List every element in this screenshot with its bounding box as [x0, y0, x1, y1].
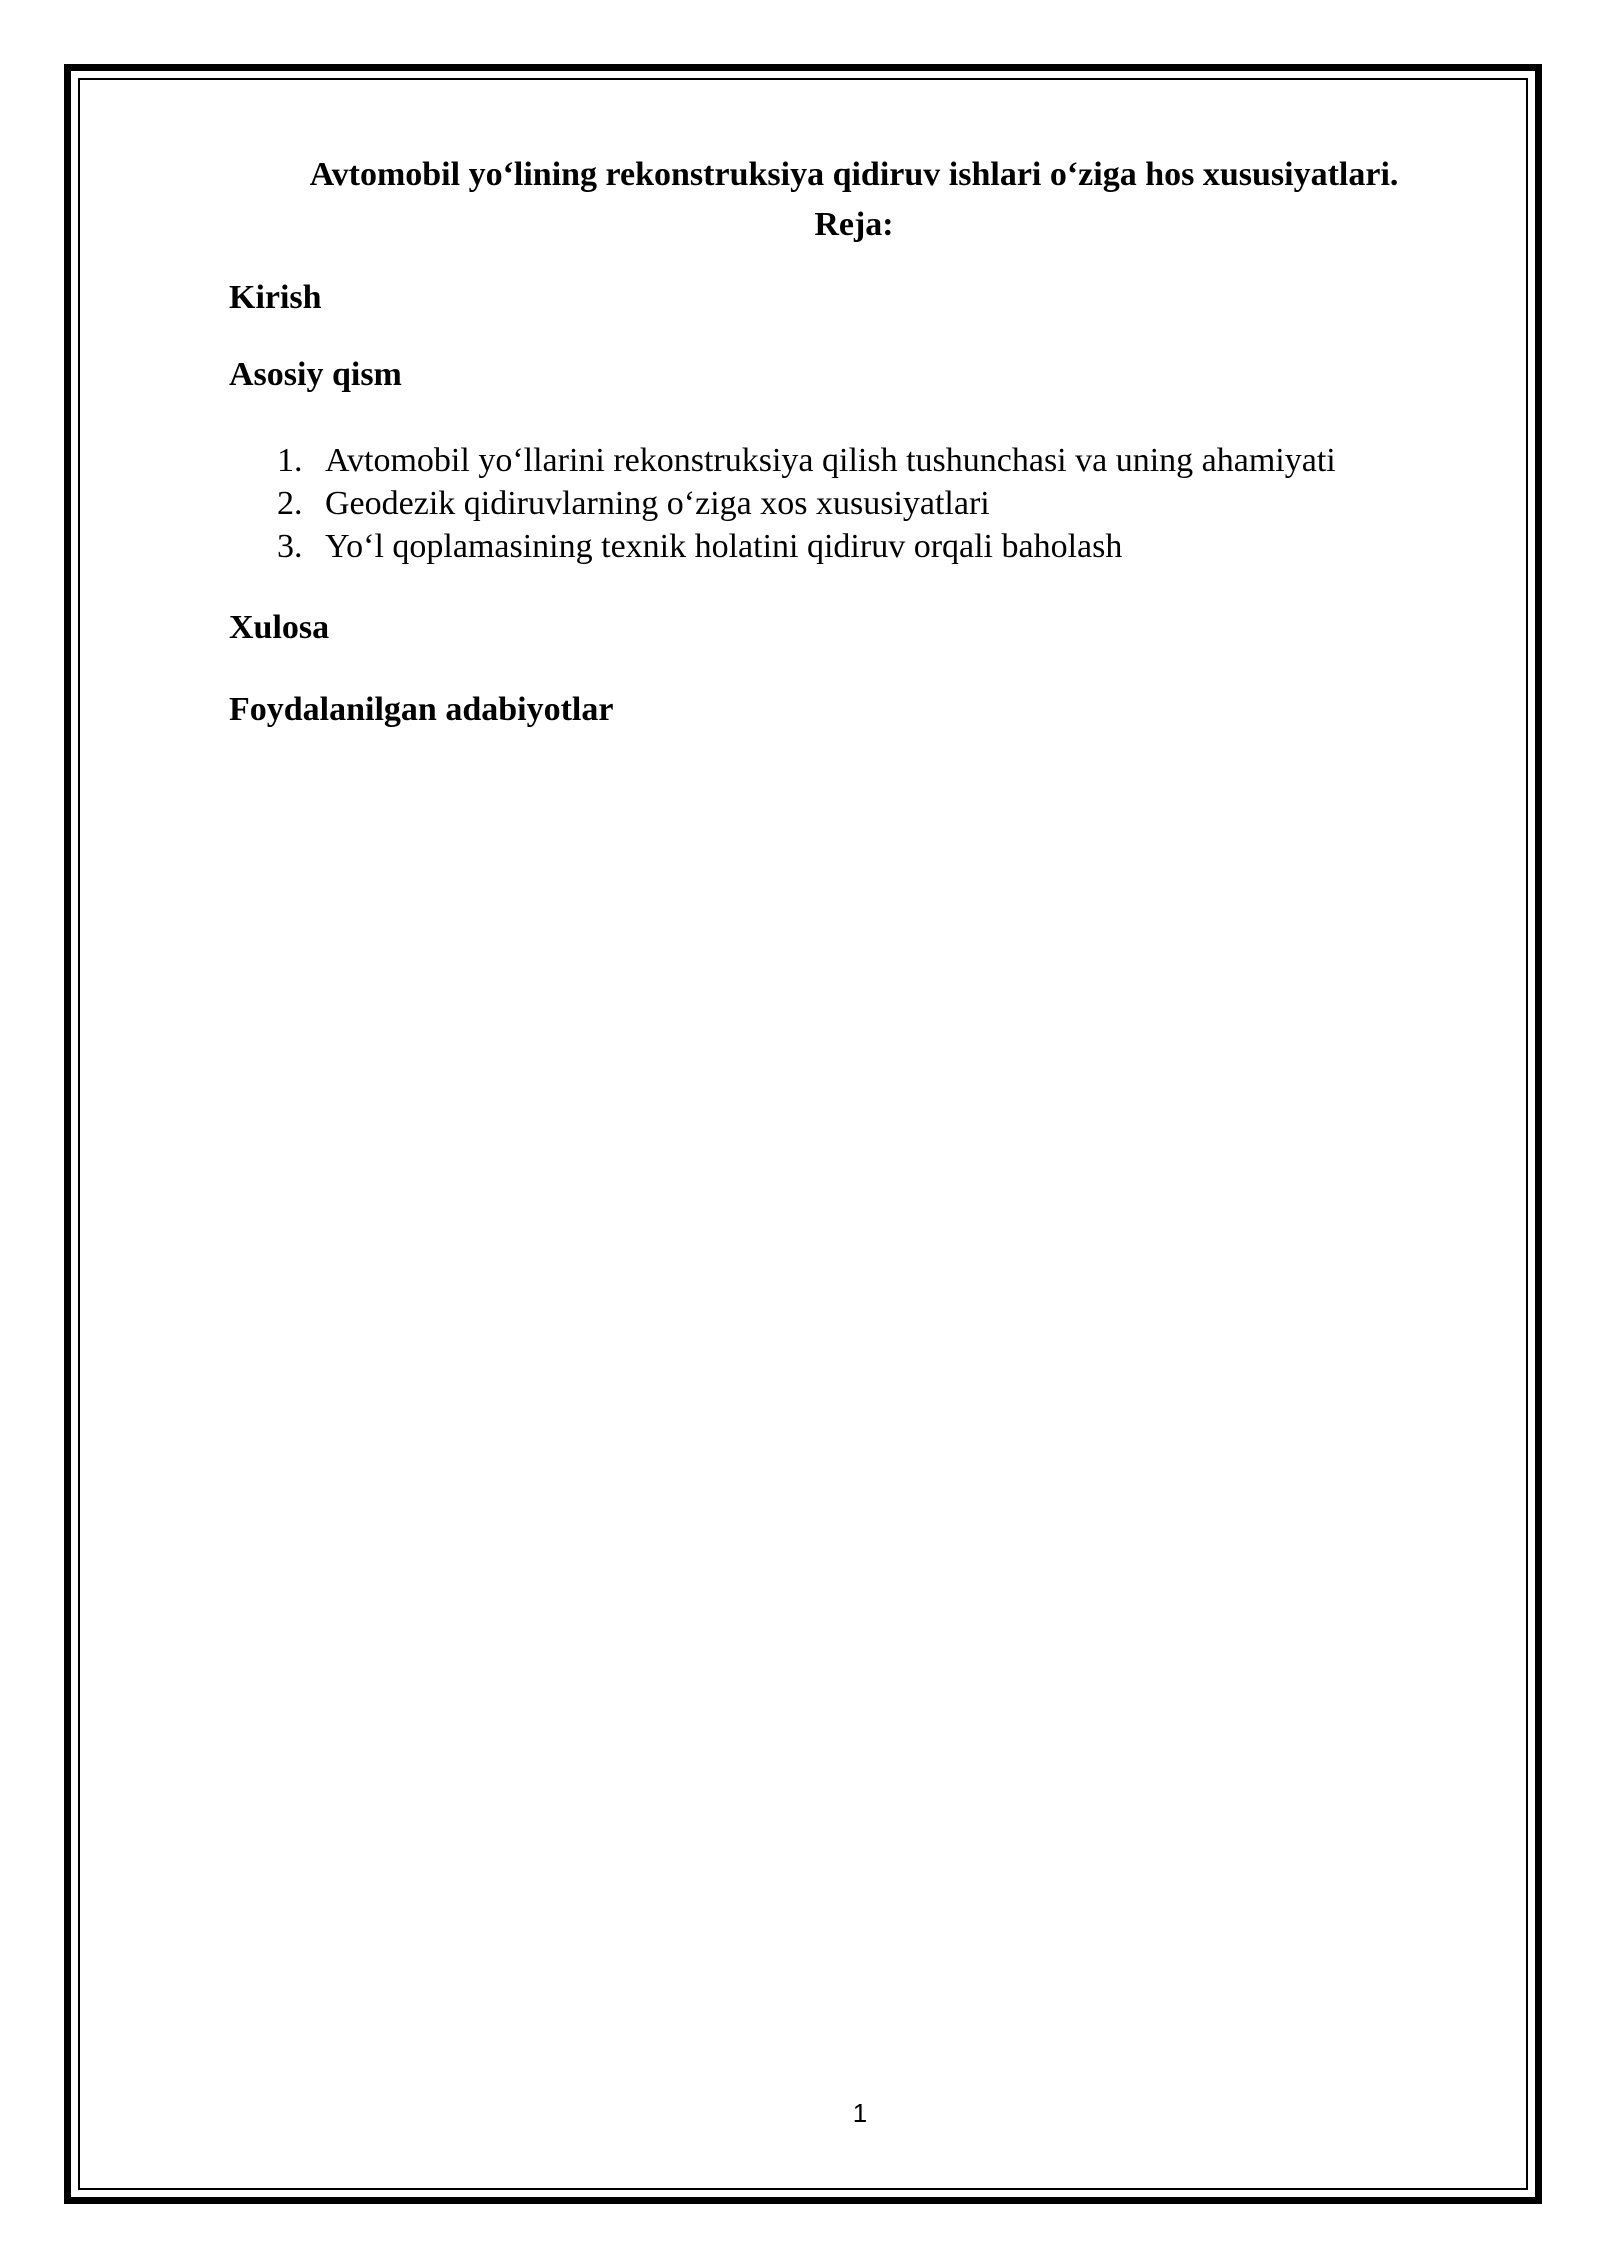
list-item-number: 3.	[277, 528, 303, 565]
list-item	[277, 482, 1479, 525]
list-item-text: Avtomobil yo‘llarini rekonstruksiya qilish tushunchasi va uning ahamiyati	[325, 442, 1336, 479]
list-item-text: Yo‘l qoplamasining texnik holatini qidiruv orqali baholash	[325, 528, 1123, 565]
list-item	[277, 439, 1479, 482]
title-line-plan: Reja:	[814, 206, 894, 243]
list-item-number: 2.	[277, 485, 303, 522]
section-heading-kirish: Kirish	[229, 279, 322, 316]
title-line-main: Avtomobil yo‘lining rekonstruksiya qidiruv ishlari o‘ziga hos xususiyatlari.	[309, 156, 1399, 193]
section-heading-asosiy: Asosiy qism	[229, 356, 402, 393]
plan-list	[229, 439, 1479, 568]
document-body	[229, 150, 1479, 730]
document-title	[229, 150, 1479, 250]
list-item-text: Geodezik qidiruvlarning o‘ziga xos xususiyatlari	[325, 485, 990, 522]
list-item-number: 1.	[277, 442, 303, 479]
list-item	[277, 525, 1479, 568]
section-heading-foydalanilgan: Foydalanilgan adabiyotlar	[229, 691, 614, 728]
page-number: 1	[852, 2098, 868, 2128]
section-heading-xulosa: Xulosa	[229, 609, 330, 646]
